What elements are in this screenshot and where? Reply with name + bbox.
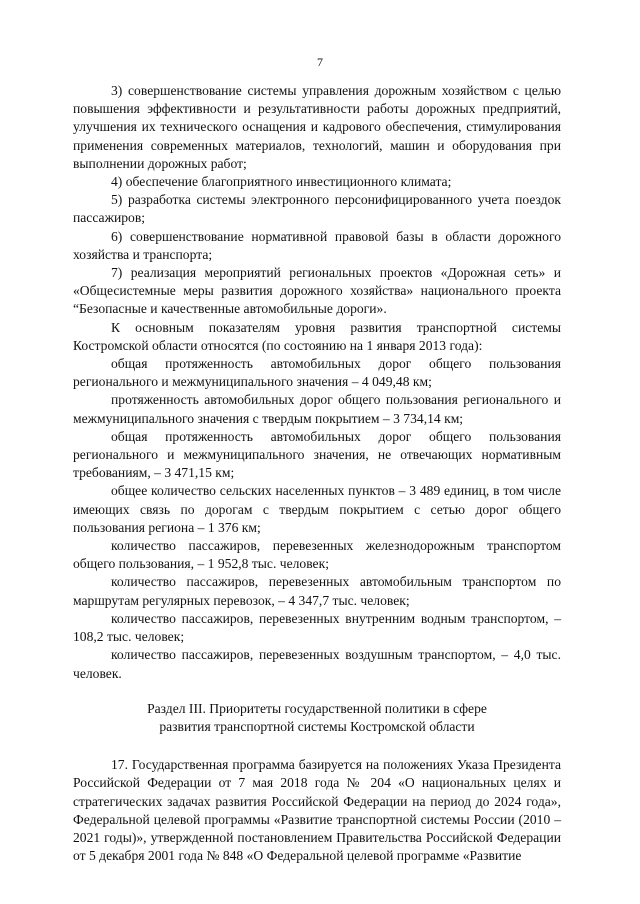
section-heading <box>73 700 561 736</box>
paragraph-item-5: 5) разработка системы электронного персонифицированного учета поездок пассажиров; <box>73 192 561 226</box>
section-heading-line-2: развития транспортной системы Костромской области <box>159 718 475 734</box>
indicator-total-roads: общая протяженность автомобильных дорог общего пользования регионального и межмуниципального значения – 4 049,48 км; <box>73 356 561 390</box>
paragraph-17: 17. Государственная программа базируется на положениях Указа Президента Российской Федерации от 7 мая 2018 года № 204 «О национальных целях и стратегических задачах развития Российской Федерации на период до 2024 года», Федеральной целевой программы «Развитие транспортной системы России (2010 – 2021 годы)», утвержденной постановлением Правительства Российской Федерации от 5 декабря 2001 года № 848 «О Федеральной целевой программе «Развитие <box>73 757 561 864</box>
paragraph-item-4: 4) обеспечение благоприятного инвестиционного климата; <box>111 174 452 190</box>
indicator-substandard-roads: общая протяженность автомобильных дорог общего пользования регионального и межмуниципального значения, не отвечающих нормативным требованиям, – 3 471,15 км; <box>73 428 561 481</box>
page-number: 7 <box>317 55 323 69</box>
paragraph-item-6: 6) совершенствование нормативной правовой базы в области дорожного хозяйства и транспорта; <box>73 228 561 262</box>
indicator-water-passengers: количество пассажиров, перевезенных внутренним водным транспортом, – 108,2 тыс. человек; <box>73 610 561 645</box>
paragraph-indicators-intro: К основным показателям уровня развития транспортной системы Костромской области относятся (по состоянию на 1 января 2013 года): <box>73 319 561 353</box>
section-heading-line-1: Раздел III. Приоритеты государственной политики в сфере <box>147 700 487 716</box>
indicator-air-passengers: количество пассажиров, перевезенных воздушным транспортом, – 4,0 тыс. человек. <box>73 647 561 681</box>
indicator-road-passengers: количество пассажиров, перевезенных автомобильным транспортом по маршрутам регулярных перевозок, – 4 347,7 тыс. человек; <box>73 574 561 608</box>
indicator-paved-roads: протяженность автомобильных дорог общего пользования регионального и межмуниципального значения с твердым покрытием – 3 734,14 км; <box>73 392 561 426</box>
indicator-rural-settlements: общее количество сельских населенных пунктов – 3 489 единиц, в том числе имеющих связь по дорогам с твердым покрытием с сетью дорог общего пользования региона – 1 376 км; <box>73 483 561 535</box>
indicator-rail-passengers: количество пассажиров, перевезенных железнодорожным транспортом общего пользования, – 1 952,8 тыс. человек; <box>73 538 561 572</box>
paragraph-item-7: 7) реализация мероприятий региональных проектов «Дорожная сеть» и «Общесистемные меры развития дорожного хозяйства» национального проекта “Безопасные и качественные автомобильные дороги». <box>73 265 561 317</box>
paragraph-item-3: 3) совершенствование системы управления дорожным хозяйством с целью повышения эффективности и результативности работы дорожных предприятий, улучшения их технического оснащения и кадрового обеспечения, стимулирования применения современных материалов, технологий, машин и оборудования при выполнении дорожных работ; <box>73 83 561 171</box>
document-body <box>73 82 561 865</box>
